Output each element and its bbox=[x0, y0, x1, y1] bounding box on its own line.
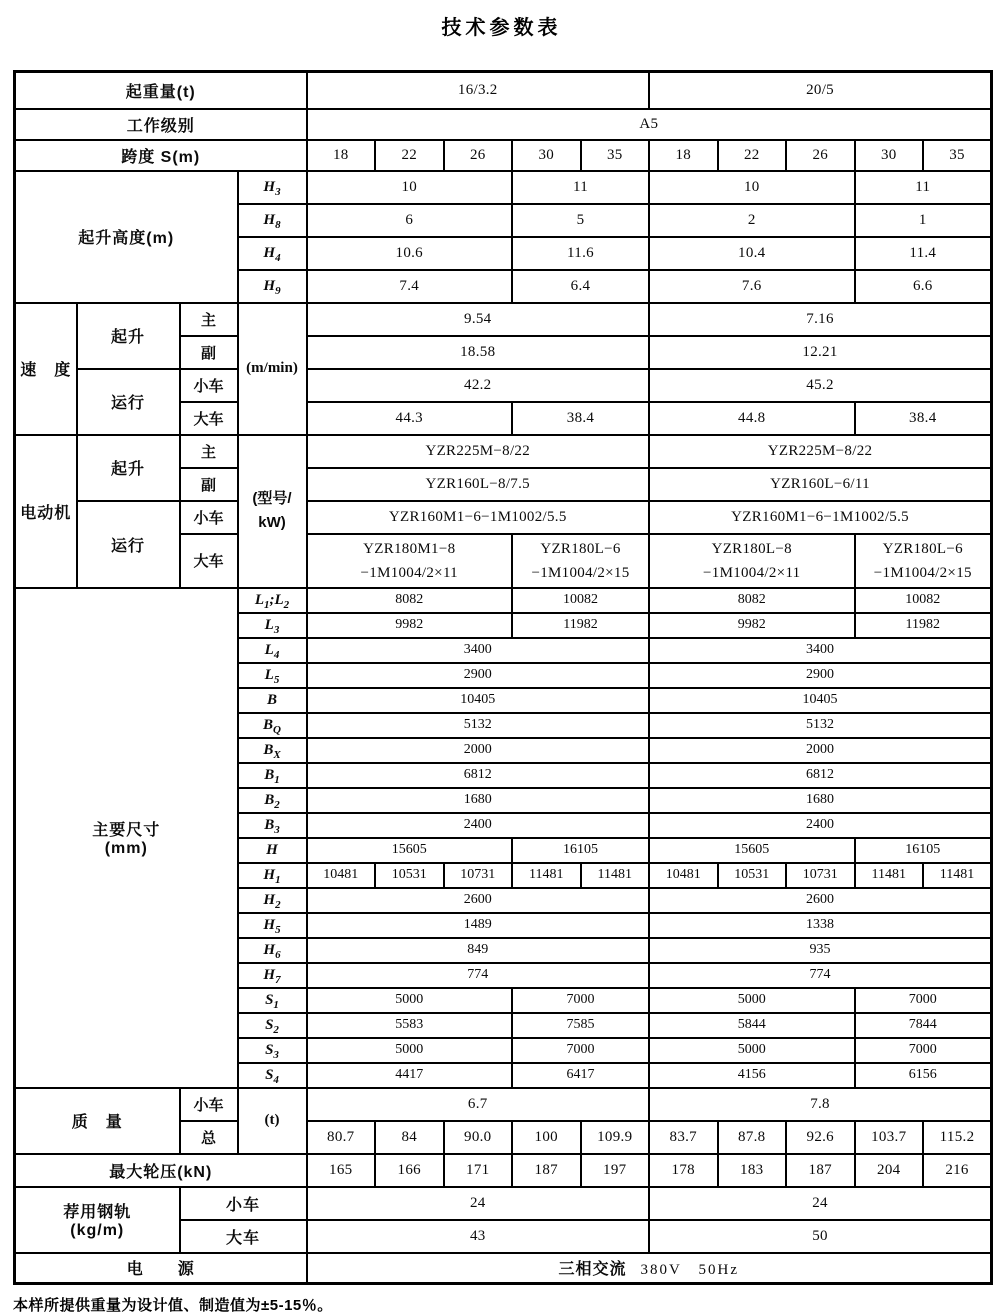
dim-sub-label: $L_5$ bbox=[238, 663, 307, 688]
dim-value: 11481 bbox=[512, 863, 581, 888]
dim-value: 11982 bbox=[512, 613, 649, 638]
dim-sub-label: $L_3$ bbox=[238, 613, 307, 638]
span-value: 30 bbox=[855, 140, 924, 171]
power-label: 电 源 bbox=[15, 1253, 307, 1284]
dim-value: 774 bbox=[307, 963, 650, 988]
dim-value: 5000 bbox=[307, 988, 513, 1013]
speed-value: 38.4 bbox=[855, 402, 992, 435]
dim-value: 774 bbox=[649, 963, 992, 988]
speed-hoist-label: 起升 bbox=[77, 303, 180, 369]
dim-value: 6812 bbox=[307, 763, 650, 788]
height-value: 7.6 bbox=[649, 270, 855, 303]
row-span bbox=[15, 140, 992, 171]
speed-main-label: 主 bbox=[180, 303, 238, 336]
span-value: 30 bbox=[512, 140, 581, 171]
height-sub-label: $H_9$ bbox=[238, 270, 307, 303]
motor-value: YZR160M1−6−1M1002/5.5 bbox=[649, 501, 992, 534]
mass-unit: (t) bbox=[238, 1088, 307, 1154]
motor-aux-label: 副 bbox=[180, 468, 238, 501]
span-value: 26 bbox=[444, 140, 513, 171]
dim-value: 10405 bbox=[649, 688, 992, 713]
dim-value: 3400 bbox=[649, 638, 992, 663]
dim-value: 11982 bbox=[855, 613, 992, 638]
height-value: 6 bbox=[307, 204, 513, 237]
dim-value: 2000 bbox=[307, 738, 650, 763]
mass-value: 103.7 bbox=[855, 1121, 924, 1154]
dim-value: 1680 bbox=[649, 788, 992, 813]
span-value: 35 bbox=[581, 140, 650, 171]
wheel-load-value: 216 bbox=[923, 1154, 992, 1187]
dim-value: 7000 bbox=[512, 1038, 649, 1063]
height-value: 11 bbox=[512, 171, 649, 204]
dim-sub-label: $L_1;L_2$ bbox=[238, 588, 307, 613]
dim-sub-label: $H_7$ bbox=[238, 963, 307, 988]
dim-value: 6156 bbox=[855, 1063, 992, 1088]
motor-value: YZR180L−8 −1M1004/2×11 bbox=[649, 534, 855, 588]
power-value: 380V 50Hz bbox=[640, 1262, 740, 1279]
dim-sub-label: $H_5$ bbox=[238, 913, 307, 938]
height-value: 6.4 bbox=[512, 270, 649, 303]
dim-value: 2600 bbox=[649, 888, 992, 913]
dim-value: 7844 bbox=[855, 1013, 992, 1038]
wheel-load-value: 183 bbox=[718, 1154, 787, 1187]
motor-value: YZR180M1−8 −1M1004/2×11 bbox=[307, 534, 513, 588]
dim-sub-label: $S_2$ bbox=[238, 1013, 307, 1038]
motor-unit bbox=[238, 435, 307, 588]
dim-sub-label: $H_1$ bbox=[238, 863, 307, 888]
mass-value: 92.6 bbox=[786, 1121, 855, 1154]
mass-value: 83.7 bbox=[649, 1121, 718, 1154]
wheel-load-value: 187 bbox=[512, 1154, 581, 1187]
row-power bbox=[15, 1253, 992, 1284]
dim-value: 8082 bbox=[307, 588, 513, 613]
dim-value: 16105 bbox=[855, 838, 992, 863]
capacity-value: 16/3.2 bbox=[307, 72, 650, 109]
dim-sub-label: B bbox=[238, 688, 307, 713]
height-value: 10.6 bbox=[307, 237, 513, 270]
motor-value: YZR160M1−6−1M1002/5.5 bbox=[307, 501, 650, 534]
speed-value: 18.58 bbox=[307, 336, 650, 369]
row-speed-trolley bbox=[15, 369, 992, 402]
span-value: 22 bbox=[718, 140, 787, 171]
speed-label: 速 度 bbox=[15, 303, 77, 435]
page-title: 技术参数表 bbox=[441, 17, 562, 39]
height-label: 起升高度(m) bbox=[15, 171, 238, 303]
row-duty bbox=[15, 109, 992, 140]
dim-sub-label: $B_1$ bbox=[238, 763, 307, 788]
span-value: 18 bbox=[649, 140, 718, 171]
rail-crane-label: 大车 bbox=[180, 1220, 307, 1253]
wheel-load-value: 204 bbox=[855, 1154, 924, 1187]
mass-value: 115.2 bbox=[923, 1121, 992, 1154]
dim-value: 5000 bbox=[649, 1038, 855, 1063]
motor-value: YZR225M−8/22 bbox=[649, 435, 992, 468]
dim-sub-label: $H_2$ bbox=[238, 888, 307, 913]
speed-value: 9.54 bbox=[307, 303, 650, 336]
dim-value: 5000 bbox=[649, 988, 855, 1013]
span-value: 26 bbox=[786, 140, 855, 171]
height-value: 10 bbox=[649, 171, 855, 204]
motor-unit-line1: (型号/ bbox=[252, 490, 292, 507]
dim-value: 1489 bbox=[307, 913, 650, 938]
dim-sub-label: $S_1$ bbox=[238, 988, 307, 1013]
speed-unit: (m/min) bbox=[238, 303, 307, 435]
wheel-load-label: 最大轮压(kN) bbox=[15, 1154, 307, 1187]
speed-value: 7.16 bbox=[649, 303, 992, 336]
dim-value: 5844 bbox=[649, 1013, 855, 1038]
dim-value: 10481 bbox=[307, 863, 376, 888]
mass-value: 84 bbox=[375, 1121, 444, 1154]
motor-label: 电动机 bbox=[15, 435, 77, 588]
motor-value: YZR160L−6/11 bbox=[649, 468, 992, 501]
dim-value: 2000 bbox=[649, 738, 992, 763]
span-value: 22 bbox=[375, 140, 444, 171]
duty-value: A5 bbox=[307, 109, 992, 140]
height-sub-label: $H_4$ bbox=[238, 237, 307, 270]
mass-total-label: 总 bbox=[180, 1121, 238, 1154]
duty-label: 工作级别 bbox=[15, 109, 307, 140]
dim-sub-label: H bbox=[238, 838, 307, 863]
dim-sub-label: $S_4$ bbox=[238, 1063, 307, 1088]
height-value: 6.6 bbox=[855, 270, 992, 303]
motor-main-label: 主 bbox=[180, 435, 238, 468]
dim-value: 2400 bbox=[649, 813, 992, 838]
dim-value: 10082 bbox=[512, 588, 649, 613]
span-value: 18 bbox=[307, 140, 376, 171]
dim-value: 849 bbox=[307, 938, 650, 963]
dim-value: 11481 bbox=[581, 863, 650, 888]
power-type: 三相交流 bbox=[558, 1261, 627, 1279]
row-motor-trolley bbox=[15, 501, 992, 534]
dim-value: 1680 bbox=[307, 788, 650, 813]
motor-travel-label: 运行 bbox=[77, 501, 180, 588]
mass-value: 80.7 bbox=[307, 1121, 376, 1154]
dim-value: 5132 bbox=[649, 713, 992, 738]
dim-value: 6812 bbox=[649, 763, 992, 788]
height-value: 10.4 bbox=[649, 237, 855, 270]
mass-value: 90.0 bbox=[444, 1121, 513, 1154]
mass-label: 质 量 bbox=[15, 1088, 180, 1154]
motor-value: YZR225M−8/22 bbox=[307, 435, 650, 468]
spec-table bbox=[13, 70, 993, 1285]
dim-sub-label: $B_2$ bbox=[238, 788, 307, 813]
wheel-load-value: 166 bbox=[375, 1154, 444, 1187]
dim-value: 5000 bbox=[307, 1038, 513, 1063]
dim-value: 4156 bbox=[649, 1063, 855, 1088]
mass-value: 7.8 bbox=[649, 1088, 992, 1121]
dim-value: 5132 bbox=[307, 713, 650, 738]
mass-trolley-label: 小车 bbox=[180, 1088, 238, 1121]
dim-value: 9982 bbox=[307, 613, 513, 638]
speed-trolley-label: 小车 bbox=[180, 369, 238, 402]
mass-value: 109.9 bbox=[581, 1121, 650, 1154]
dim-value: 15605 bbox=[649, 838, 855, 863]
span-value: 35 bbox=[923, 140, 992, 171]
wheel-load-value: 165 bbox=[307, 1154, 376, 1187]
speed-value: 12.21 bbox=[649, 336, 992, 369]
motor-unit-line2: kW) bbox=[258, 514, 286, 531]
mass-value: 87.8 bbox=[718, 1121, 787, 1154]
dim-sub-label: $B_X$ bbox=[238, 738, 307, 763]
row-mass-trolley bbox=[15, 1088, 992, 1121]
wheel-load-value: 178 bbox=[649, 1154, 718, 1187]
motor-crane-label: 大车 bbox=[180, 534, 238, 588]
rail-trolley-label: 小车 bbox=[180, 1187, 307, 1220]
dim-value: 2400 bbox=[307, 813, 650, 838]
height-value: 11 bbox=[855, 171, 992, 204]
dim-value: 10531 bbox=[718, 863, 787, 888]
dim-value: 15605 bbox=[307, 838, 513, 863]
speed-crane-label: 大车 bbox=[180, 402, 238, 435]
motor-value: YZR180L−6 −1M1004/2×15 bbox=[512, 534, 649, 588]
motor-hoist-label: 起升 bbox=[77, 435, 180, 501]
height-value: 11.4 bbox=[855, 237, 992, 270]
dim-value: 16105 bbox=[512, 838, 649, 863]
height-value: 5 bbox=[512, 204, 649, 237]
height-value: 2 bbox=[649, 204, 855, 237]
row-wheel-load bbox=[15, 1154, 992, 1187]
dim-sub-label: $S_3$ bbox=[238, 1038, 307, 1063]
dim-value: 2900 bbox=[649, 663, 992, 688]
row-speed-main bbox=[15, 303, 992, 336]
dim-sub-label: $L_4$ bbox=[238, 638, 307, 663]
dim-value: 11481 bbox=[855, 863, 924, 888]
speed-aux-label: 副 bbox=[180, 336, 238, 369]
power-value-cell bbox=[307, 1253, 992, 1284]
speed-value: 44.3 bbox=[307, 402, 513, 435]
wheel-load-value: 197 bbox=[581, 1154, 650, 1187]
speed-value: 45.2 bbox=[649, 369, 992, 402]
dim-sub-label: $B_3$ bbox=[238, 813, 307, 838]
height-value: 7.4 bbox=[307, 270, 513, 303]
motor-value: YZR180L−6 −1M1004/2×15 bbox=[855, 534, 992, 588]
height-value: 1 bbox=[855, 204, 992, 237]
rail-value: 24 bbox=[307, 1187, 650, 1220]
rail-label: 荐用钢轨 (kg/m) bbox=[15, 1187, 180, 1253]
dim-value: 10082 bbox=[855, 588, 992, 613]
dim-value: 10731 bbox=[444, 863, 513, 888]
height-sub-label: $H_3$ bbox=[238, 171, 307, 204]
dim-sub-label: $B_Q$ bbox=[238, 713, 307, 738]
capacity-value: 20/5 bbox=[649, 72, 992, 109]
dim-value: 2600 bbox=[307, 888, 650, 913]
dim-value: 10731 bbox=[786, 863, 855, 888]
height-sub-label: $H_8$ bbox=[238, 204, 307, 237]
dim-value: 7000 bbox=[855, 988, 992, 1013]
mass-value: 100 bbox=[512, 1121, 581, 1154]
speed-travel-label: 运行 bbox=[77, 369, 180, 435]
dim-value: 1338 bbox=[649, 913, 992, 938]
mass-value: 6.7 bbox=[307, 1088, 650, 1121]
height-value: 10 bbox=[307, 171, 513, 204]
dim-sub-label: $H_6$ bbox=[238, 938, 307, 963]
dim-value: 10531 bbox=[375, 863, 444, 888]
dim-value: 6417 bbox=[512, 1063, 649, 1088]
motor-value: YZR160L−8/7.5 bbox=[307, 468, 650, 501]
rail-value: 50 bbox=[649, 1220, 992, 1253]
dim-value: 935 bbox=[649, 938, 992, 963]
dim-value: 4417 bbox=[307, 1063, 513, 1088]
row-rail-trolley bbox=[15, 1187, 992, 1220]
dim-value: 8082 bbox=[649, 588, 855, 613]
dim-value: 11481 bbox=[923, 863, 992, 888]
dim-value: 10481 bbox=[649, 863, 718, 888]
dims-label: 主要尺寸 (mm) bbox=[15, 588, 238, 1088]
dim-value: 7000 bbox=[855, 1038, 992, 1063]
row-capacity bbox=[15, 72, 992, 109]
dim-value: 9982 bbox=[649, 613, 855, 638]
row-height-h3 bbox=[15, 171, 992, 204]
row-dim-l1l2 bbox=[15, 588, 992, 613]
dim-value: 7000 bbox=[512, 988, 649, 1013]
dim-value: 10405 bbox=[307, 688, 650, 713]
capacity-label: 起重量(t) bbox=[15, 72, 307, 109]
dim-value: 5583 bbox=[307, 1013, 513, 1038]
speed-value: 42.2 bbox=[307, 369, 650, 402]
footnote: 本样所提供重量为设计值、制造值为±5-15％。 bbox=[13, 1297, 333, 1314]
motor-trolley-label: 小车 bbox=[180, 501, 238, 534]
wheel-load-value: 187 bbox=[786, 1154, 855, 1187]
height-value: 11.6 bbox=[512, 237, 649, 270]
row-motor-main bbox=[15, 435, 992, 468]
speed-value: 44.8 bbox=[649, 402, 855, 435]
rail-value: 43 bbox=[307, 1220, 650, 1253]
dim-value: 2900 bbox=[307, 663, 650, 688]
span-label: 跨度 S(m) bbox=[15, 140, 307, 171]
wheel-load-value: 171 bbox=[444, 1154, 513, 1187]
speed-value: 38.4 bbox=[512, 402, 649, 435]
dim-value: 3400 bbox=[307, 638, 650, 663]
rail-value: 24 bbox=[649, 1187, 992, 1220]
dim-value: 7585 bbox=[512, 1013, 649, 1038]
